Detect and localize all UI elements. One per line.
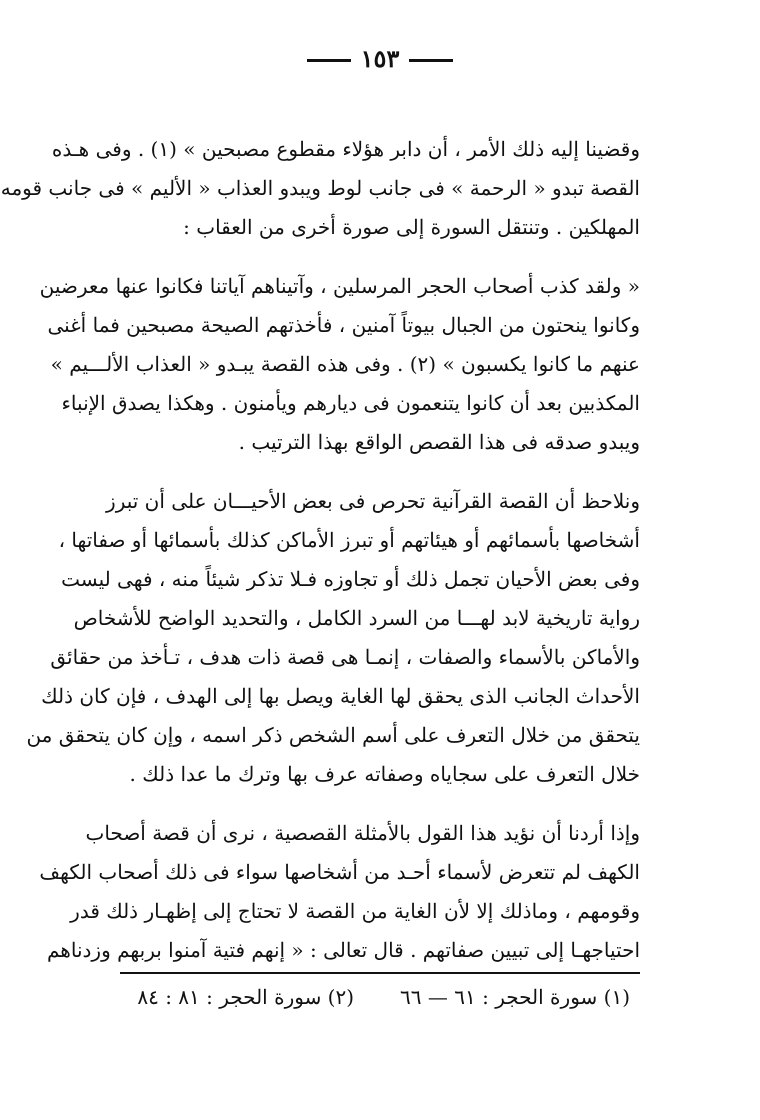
text-line: خلال التعرف على سجاياه وصفاته عرف بها وترك ما عدا ذلك . [129, 762, 640, 786]
text-line: وكانوا ينحتون من الجبال بيوتاً آمنين ، فأخذتهم الصيحة مصبحين فما أغنى [47, 313, 640, 337]
text-line: وفى بعض الأحيان تجمل ذلك أو تجاوزه فـلا تذكر شيئاً منه ، فهى ليست [61, 567, 640, 591]
footnote-2: (٢) سورة الحجر : ٨١ : ٨٤ [137, 985, 355, 1009]
text-line: المهلكين . وتنتقل السورة إلى صورة أخرى من العقاب : [183, 215, 640, 239]
footnotes [137, 982, 630, 1012]
page-number: ١٥٣ [360, 44, 400, 73]
text-line: « ولقد كذب أصحاب الحجر المرسلين ، وآتيناهم آياتنا فكانوا عنها معرضين [39, 274, 640, 298]
text-line: عنهم ما كانوا يكسبون » (٢) . وفى هذه القصة يبـدو « العذاب الألـــيم » [50, 352, 640, 376]
header-dash-right [409, 59, 453, 62]
paragraph-3 [26, 482, 640, 794]
text-line: الكهف لم تتعرض لأسماء أحـد من أشخاصها سواء فى ذلك أصحاب الكهف [39, 860, 640, 884]
text-line: ويبدو صدقه فى هذا القصص الواقع بهذا الترتيب . [238, 430, 640, 454]
text-line: القصة تبدو « الرحمة » فى جانب لوط ويبدو العذاب « الأليم » فى جانب قومه [0, 176, 640, 200]
text-line: وقومهم ، وماذلك إلا لأن الغاية من القصة لا تحتاج إلى إظهـار ذلك قدر [70, 899, 640, 923]
footnote-divider [120, 972, 640, 974]
text-line: والأماكن بالأسماء والصفات ، إنمـا هى قصة ذات هدف ، تـأخذ من حقائق [50, 645, 640, 669]
text-line: الأحداث الجانب الذى يحقق لها الغاية ويصل بها إلى الهدف ، فإن كان ذلك [41, 684, 640, 708]
text-line: وقضينا إليه ذلك الأمر ، أن دابر هؤلاء مقطوع مصبحين » (١) . وفى هـذه [51, 137, 640, 161]
text-line: يتحقق من خلال التعرف على أسم الشخص ذكر اسمه ، وإن كان يتحقق من [26, 723, 640, 747]
paragraph-1 [0, 130, 640, 247]
text-line: احتياجهـا إلى تبيين صفاتهم . قال تعالى : « إنهم فتية آمنوا بربهم وزدناهم [47, 938, 640, 962]
text-line: أشخاصها بأسمائهم أو هيئاتهم أو تبرز الأماكن كذلك بأسمائها أو صفاتها ، [58, 528, 640, 552]
header-dash-left [307, 59, 351, 62]
text-line: رواية تاريخية لابد لهـــا من السرد الكامل ، والتحديد الواضح للأشخاص [73, 606, 640, 630]
paragraph-4 [39, 814, 640, 970]
footnote-1: (١) سورة الحجر : ٦١ — ٦٦ [400, 985, 630, 1009]
page-number-header [0, 44, 760, 73]
paragraph-2 [39, 267, 640, 462]
text-line: وإذا أردنا أن نؤيد هذا القول بالأمثلة القصصية ، نرى أن قصة أصحاب [85, 821, 640, 845]
body-text [0, 130, 640, 970]
text-line: المكذبين بعد أن كانوا يتنعمون فى ديارهم ويأمنون . وهكذا يصدق الإنباء [61, 391, 640, 415]
text-line: ونلاحظ أن القصة القرآنية تحرص فى بعض الأحيـــان على أن تبرز [106, 489, 640, 513]
